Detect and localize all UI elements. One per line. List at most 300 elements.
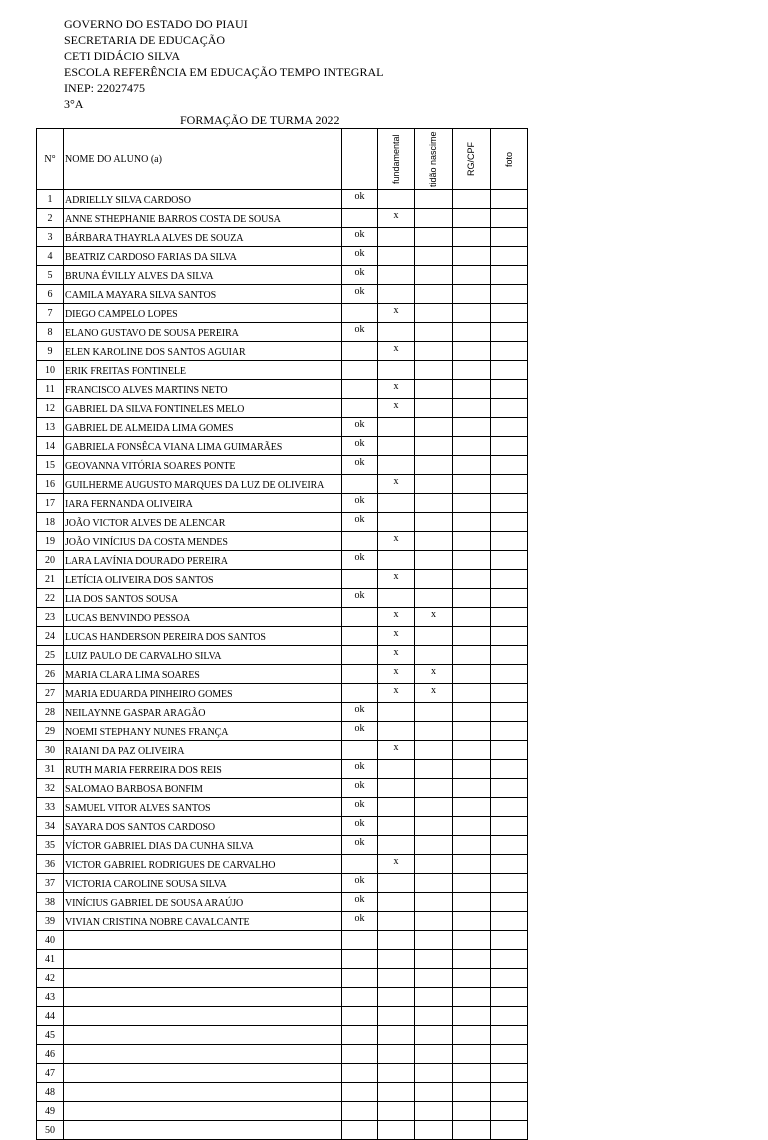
mark-certidao: x	[415, 608, 453, 627]
status-ok	[342, 532, 378, 551]
table-row	[37, 589, 528, 608]
row-number: 2	[37, 209, 64, 228]
table-header-row	[37, 129, 528, 190]
cell-foto	[491, 646, 528, 665]
table-row	[37, 665, 528, 684]
cell-foto	[491, 760, 528, 779]
mark-certidao	[415, 532, 453, 551]
mark-fundamental	[378, 190, 415, 209]
status-ok: ok	[342, 912, 378, 931]
row-number: 32	[37, 779, 64, 798]
mark-certidao	[415, 893, 453, 912]
cell-foto	[491, 532, 528, 551]
row-number: 26	[37, 665, 64, 684]
header-line-school: CETI DIDÁCIO SILVA	[64, 49, 181, 63]
status-ok: ok	[342, 798, 378, 817]
cell-foto	[491, 247, 528, 266]
row-number: 9	[37, 342, 64, 361]
mark-certidao	[415, 836, 453, 855]
table-row	[37, 513, 528, 532]
row-number: 37	[37, 874, 64, 893]
cell-foto	[491, 513, 528, 532]
student-name: NEILAYNNE GASPAR ARAGÃO	[64, 703, 342, 722]
student-name	[64, 969, 342, 988]
mark-certidao	[415, 494, 453, 513]
row-number: 46	[37, 1045, 64, 1064]
row-number: 24	[37, 627, 64, 646]
mark-fundamental	[378, 323, 415, 342]
status-ok	[342, 684, 378, 703]
status-ok: ok	[342, 760, 378, 779]
table-body	[37, 190, 528, 1140]
cell-foto	[491, 608, 528, 627]
row-number: 47	[37, 1064, 64, 1083]
table-row	[37, 380, 528, 399]
cell-rg-cpf	[453, 399, 491, 418]
cell-foto	[491, 741, 528, 760]
cell-rg-cpf	[453, 285, 491, 304]
mark-certidao	[415, 1102, 453, 1121]
mark-certidao	[415, 817, 453, 836]
cell-rg-cpf	[453, 1102, 491, 1121]
table-row	[37, 836, 528, 855]
cell-foto	[491, 627, 528, 646]
status-ok: ok	[342, 703, 378, 722]
cell-foto	[491, 1045, 528, 1064]
student-name: FRANCISCO ALVES MARTINS NETO	[64, 380, 342, 399]
status-ok: ok	[342, 266, 378, 285]
student-name	[64, 1064, 342, 1083]
student-name	[64, 988, 342, 1007]
cell-foto	[491, 285, 528, 304]
table-row	[37, 779, 528, 798]
cell-foto	[491, 855, 528, 874]
table-row	[37, 494, 528, 513]
mark-fundamental	[378, 817, 415, 836]
mark-certidao	[415, 285, 453, 304]
column-header-fundamental-label: fundamental	[390, 134, 401, 184]
mark-fundamental: x	[378, 342, 415, 361]
mark-certidao	[415, 228, 453, 247]
mark-certidao	[415, 1007, 453, 1026]
student-name: LIA DOS SANTOS SOUSA	[64, 589, 342, 608]
mark-fundamental: x	[378, 399, 415, 418]
table-row	[37, 874, 528, 893]
status-ok: ok	[342, 228, 378, 247]
table-row	[37, 475, 528, 494]
table-row	[37, 950, 528, 969]
mark-fundamental	[378, 1121, 415, 1140]
mark-fundamental	[378, 418, 415, 437]
status-ok	[342, 1121, 378, 1140]
student-name: RAIANI DA PAZ OLIVEIRA	[64, 741, 342, 760]
mark-fundamental	[378, 931, 415, 950]
row-number: 4	[37, 247, 64, 266]
cell-foto	[491, 589, 528, 608]
table-row	[37, 551, 528, 570]
cell-rg-cpf	[453, 342, 491, 361]
student-name: GUILHERME AUGUSTO MARQUES DA LUZ DE OLIVEIRA	[64, 475, 342, 494]
cell-foto	[491, 304, 528, 323]
cell-foto	[491, 475, 528, 494]
table-row	[37, 304, 528, 323]
cell-rg-cpf	[453, 513, 491, 532]
table-row	[37, 817, 528, 836]
mark-fundamental: x	[378, 304, 415, 323]
mark-certidao	[415, 1064, 453, 1083]
status-ok: ok	[342, 893, 378, 912]
student-name: SAMUEL VITOR ALVES SANTOS	[64, 798, 342, 817]
mark-fundamental	[378, 247, 415, 266]
cell-rg-cpf	[453, 627, 491, 646]
mark-fundamental: x	[378, 741, 415, 760]
mark-fundamental	[378, 1102, 415, 1121]
status-ok	[342, 969, 378, 988]
row-number: 29	[37, 722, 64, 741]
mark-certidao: x	[415, 684, 453, 703]
status-ok	[342, 855, 378, 874]
column-header-number: N°	[37, 129, 64, 190]
mark-fundamental	[378, 969, 415, 988]
cell-rg-cpf	[453, 1083, 491, 1102]
row-number: 38	[37, 893, 64, 912]
row-number: 20	[37, 551, 64, 570]
mark-certidao	[415, 1045, 453, 1064]
status-ok: ok	[342, 722, 378, 741]
cell-foto	[491, 779, 528, 798]
cell-rg-cpf	[453, 893, 491, 912]
mark-fundamental: x	[378, 855, 415, 874]
cell-foto	[491, 399, 528, 418]
table-row	[37, 361, 528, 380]
cell-foto	[491, 684, 528, 703]
mark-fundamental	[378, 513, 415, 532]
status-ok	[342, 342, 378, 361]
mark-certidao	[415, 912, 453, 931]
cell-rg-cpf	[453, 931, 491, 950]
column-header-certidao	[415, 129, 453, 190]
cell-rg-cpf	[453, 1026, 491, 1045]
mark-certidao	[415, 1026, 453, 1045]
column-header-name: NOME DO ALUNO (a)	[64, 129, 342, 190]
column-header-rg-cpf	[453, 129, 491, 190]
row-number: 8	[37, 323, 64, 342]
student-name: VICTORIA CAROLINE SOUSA SILVA	[64, 874, 342, 893]
mark-fundamental	[378, 551, 415, 570]
cell-foto	[491, 190, 528, 209]
status-ok	[342, 1102, 378, 1121]
cell-rg-cpf	[453, 855, 491, 874]
mark-certidao	[415, 190, 453, 209]
cell-rg-cpf	[453, 817, 491, 836]
mark-certidao	[415, 418, 453, 437]
cell-foto	[491, 988, 528, 1007]
table-row	[37, 532, 528, 551]
status-ok	[342, 665, 378, 684]
student-name: GABRIEL DA SILVA FONTINELES MELO	[64, 399, 342, 418]
table-row	[37, 1064, 528, 1083]
mark-fundamental	[378, 1045, 415, 1064]
student-name: JOÃO VICTOR ALVES DE ALENCAR	[64, 513, 342, 532]
table-row	[37, 190, 528, 209]
mark-certidao	[415, 589, 453, 608]
student-name: NOEMI STEPHANY NUNES FRANÇA	[64, 722, 342, 741]
student-name: VIVIAN CRISTINA NOBRE CAVALCANTE	[64, 912, 342, 931]
cell-rg-cpf	[453, 1121, 491, 1140]
cell-foto	[491, 266, 528, 285]
student-name: GEOVANNA VITÓRIA SOARES PONTE	[64, 456, 342, 475]
mark-fundamental	[378, 912, 415, 931]
cell-foto	[491, 228, 528, 247]
header-line-class: 3°A	[64, 97, 84, 111]
student-name	[64, 1121, 342, 1140]
student-name: VINÍCIUS GABRIEL DE SOUSA ARAÚJO	[64, 893, 342, 912]
cell-rg-cpf	[453, 703, 491, 722]
status-ok: ok	[342, 323, 378, 342]
status-ok: ok	[342, 836, 378, 855]
mark-certidao	[415, 399, 453, 418]
mark-certidao	[415, 304, 453, 323]
table-row	[37, 931, 528, 950]
mark-fundamental: x	[378, 646, 415, 665]
row-number: 43	[37, 988, 64, 1007]
document-title: FORMAÇÃO DE TURMA 2022	[180, 113, 340, 127]
table-row	[37, 570, 528, 589]
mark-certidao	[415, 627, 453, 646]
mark-fundamental: x	[378, 532, 415, 551]
column-header-foto-label: foto	[503, 151, 514, 167]
table-row	[37, 1045, 528, 1064]
header-line-government: GOVERNO DO ESTADO DO PIAUI	[64, 17, 248, 31]
mark-fundamental: x	[378, 684, 415, 703]
status-ok	[342, 475, 378, 494]
mark-fundamental	[378, 760, 415, 779]
student-name: LUIZ PAULO DE CARVALHO SILVA	[64, 646, 342, 665]
row-number: 25	[37, 646, 64, 665]
cell-rg-cpf	[453, 589, 491, 608]
cell-rg-cpf	[453, 684, 491, 703]
cell-rg-cpf	[453, 1007, 491, 1026]
table-row	[37, 285, 528, 304]
status-ok	[342, 1064, 378, 1083]
table-row	[37, 1007, 528, 1026]
cell-rg-cpf	[453, 646, 491, 665]
table-row	[37, 342, 528, 361]
student-name	[64, 1102, 342, 1121]
student-name: RUTH MARIA FERREIRA DOS REIS	[64, 760, 342, 779]
student-name: VÍCTOR GABRIEL DIAS DA CUNHA SILVA	[64, 836, 342, 855]
table-row	[37, 1083, 528, 1102]
row-number: 45	[37, 1026, 64, 1045]
mark-fundamental	[378, 988, 415, 1007]
cell-foto	[491, 931, 528, 950]
row-number: 13	[37, 418, 64, 437]
student-name: GABRIELA FONSÊCA VIANA LIMA GUIMARÃES	[64, 437, 342, 456]
mark-certidao	[415, 380, 453, 399]
table-row	[37, 399, 528, 418]
row-number: 44	[37, 1007, 64, 1026]
mark-certidao	[415, 646, 453, 665]
mark-certidao	[415, 551, 453, 570]
cell-rg-cpf	[453, 988, 491, 1007]
header-line-reference: ESCOLA REFERÊNCIA EM EDUCAÇÃO TEMPO INTEGRAL	[64, 65, 384, 79]
table-row	[37, 1102, 528, 1121]
cell-rg-cpf	[453, 228, 491, 247]
mark-certidao	[415, 513, 453, 532]
mark-fundamental	[378, 228, 415, 247]
mark-fundamental: x	[378, 475, 415, 494]
row-number: 33	[37, 798, 64, 817]
mark-fundamental	[378, 456, 415, 475]
cell-rg-cpf	[453, 551, 491, 570]
cell-rg-cpf	[453, 722, 491, 741]
mark-certidao	[415, 1121, 453, 1140]
cell-rg-cpf	[453, 912, 491, 931]
status-ok	[342, 608, 378, 627]
student-name	[64, 1026, 342, 1045]
status-ok	[342, 950, 378, 969]
status-ok	[342, 380, 378, 399]
cell-foto	[491, 1083, 528, 1102]
student-name: MARIA CLARA LIMA SOARES	[64, 665, 342, 684]
status-ok: ok	[342, 247, 378, 266]
mark-fundamental	[378, 285, 415, 304]
cell-rg-cpf	[453, 1045, 491, 1064]
row-number: 6	[37, 285, 64, 304]
cell-foto	[491, 380, 528, 399]
mark-certidao	[415, 931, 453, 950]
cell-rg-cpf	[453, 950, 491, 969]
mark-certidao	[415, 988, 453, 1007]
student-name: ADRIELLY SILVA CARDOSO	[64, 190, 342, 209]
mark-certidao	[415, 722, 453, 741]
status-ok	[342, 304, 378, 323]
status-ok	[342, 1045, 378, 1064]
row-number: 42	[37, 969, 64, 988]
student-name	[64, 950, 342, 969]
cell-foto	[491, 570, 528, 589]
table-row	[37, 627, 528, 646]
mark-certidao	[415, 323, 453, 342]
mark-certidao	[415, 342, 453, 361]
cell-foto	[491, 209, 528, 228]
mark-certidao	[415, 475, 453, 494]
cell-rg-cpf	[453, 969, 491, 988]
status-ok	[342, 741, 378, 760]
student-roster-table	[36, 128, 528, 1140]
document-header	[64, 16, 383, 112]
mark-certidao	[415, 779, 453, 798]
table-row	[37, 684, 528, 703]
status-ok: ok	[342, 437, 378, 456]
student-name: LETÍCIA OLIVEIRA DOS SANTOS	[64, 570, 342, 589]
status-ok	[342, 646, 378, 665]
cell-rg-cpf	[453, 494, 491, 513]
mark-fundamental	[378, 893, 415, 912]
row-number: 1	[37, 190, 64, 209]
mark-certidao	[415, 969, 453, 988]
mark-certidao	[415, 456, 453, 475]
row-number: 50	[37, 1121, 64, 1140]
status-ok	[342, 1083, 378, 1102]
cell-foto	[491, 494, 528, 513]
mark-fundamental	[378, 361, 415, 380]
status-ok: ok	[342, 874, 378, 893]
cell-rg-cpf	[453, 437, 491, 456]
column-header-status	[342, 129, 378, 190]
student-name: CAMILA MAYARA SILVA SANTOS	[64, 285, 342, 304]
student-name: MARIA EDUARDA PINHEIRO GOMES	[64, 684, 342, 703]
status-ok: ok	[342, 285, 378, 304]
mark-certidao	[415, 570, 453, 589]
table-row	[37, 722, 528, 741]
status-ok: ok	[342, 190, 378, 209]
table-row	[37, 1026, 528, 1045]
cell-rg-cpf	[453, 741, 491, 760]
cell-rg-cpf	[453, 380, 491, 399]
table-row	[37, 437, 528, 456]
cell-foto	[491, 1102, 528, 1121]
student-name: ELEN KAROLINE DOS SANTOS AGUIAR	[64, 342, 342, 361]
mark-fundamental: x	[378, 380, 415, 399]
status-ok: ok	[342, 817, 378, 836]
header-line-inep: INEP: 22027475	[64, 81, 145, 95]
mark-certidao	[415, 760, 453, 779]
table-row	[37, 418, 528, 437]
status-ok: ok	[342, 551, 378, 570]
cell-foto	[491, 456, 528, 475]
mark-certidao	[415, 361, 453, 380]
row-number: 5	[37, 266, 64, 285]
mark-fundamental	[378, 266, 415, 285]
status-ok	[342, 627, 378, 646]
row-number: 15	[37, 456, 64, 475]
student-name	[64, 931, 342, 950]
row-number: 11	[37, 380, 64, 399]
table-row	[37, 969, 528, 988]
row-number: 28	[37, 703, 64, 722]
cell-rg-cpf	[453, 266, 491, 285]
row-number: 27	[37, 684, 64, 703]
student-name: DIEGO CAMPELO LOPES	[64, 304, 342, 323]
mark-certidao	[415, 855, 453, 874]
status-ok	[342, 361, 378, 380]
column-header-fundamental	[378, 129, 415, 190]
mark-fundamental	[378, 494, 415, 513]
student-name	[64, 1045, 342, 1064]
row-number: 41	[37, 950, 64, 969]
cell-rg-cpf	[453, 418, 491, 437]
cell-rg-cpf	[453, 1064, 491, 1083]
cell-rg-cpf	[453, 209, 491, 228]
status-ok	[342, 399, 378, 418]
cell-foto	[491, 1007, 528, 1026]
column-header-rg-cpf-label: RG/CPF	[466, 142, 476, 177]
status-ok: ok	[342, 456, 378, 475]
row-number: 31	[37, 760, 64, 779]
cell-foto	[491, 418, 528, 437]
mark-fundamental	[378, 1007, 415, 1026]
cell-foto	[491, 798, 528, 817]
table-row	[37, 323, 528, 342]
row-number: 17	[37, 494, 64, 513]
student-name	[64, 1083, 342, 1102]
cell-foto	[491, 323, 528, 342]
row-number: 14	[37, 437, 64, 456]
table-row	[37, 646, 528, 665]
status-ok	[342, 931, 378, 950]
mark-fundamental	[378, 1026, 415, 1045]
